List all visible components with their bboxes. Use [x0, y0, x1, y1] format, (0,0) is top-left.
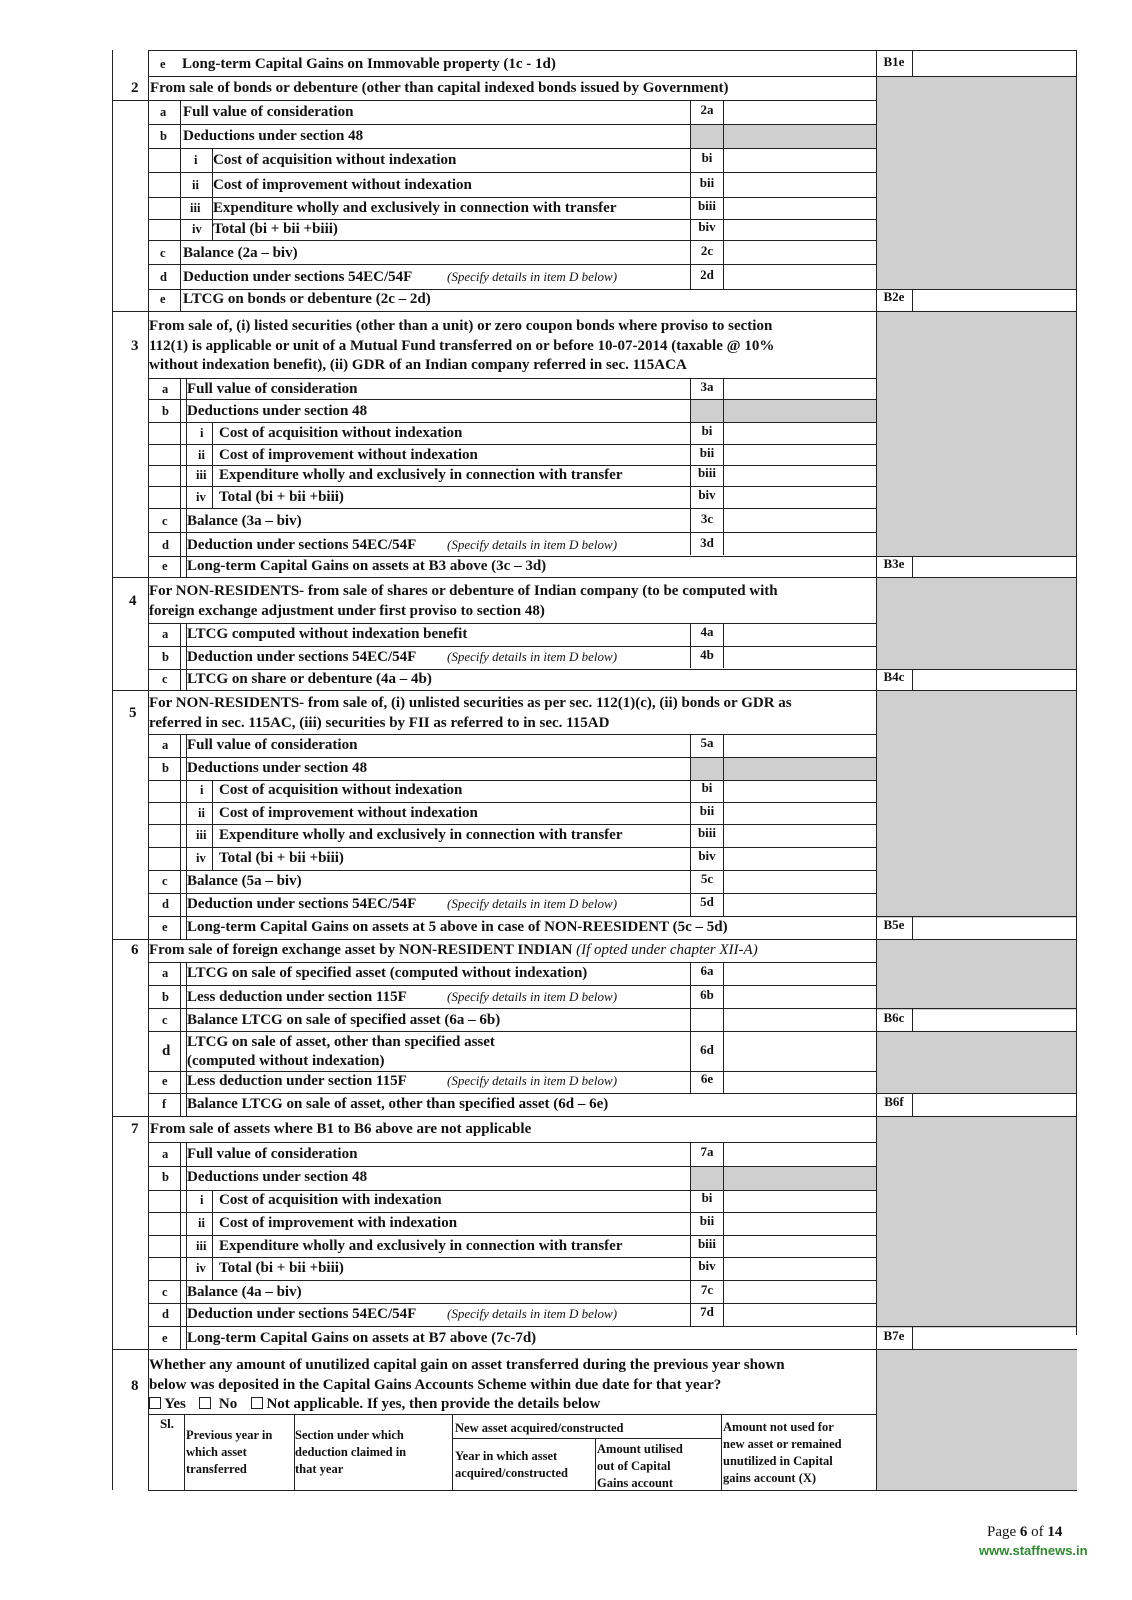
- amount-field[interactable]: [724, 1282, 875, 1302]
- row-code: 3c: [700, 511, 714, 526]
- section-3-line-1: From sale of, (i) listed securities (other than a unit) or zero coupon bonds where proviso to section: [149, 318, 773, 334]
- row-label: Cost of improvement with indexation: [219, 1215, 458, 1231]
- row-letter: e: [162, 1331, 168, 1345]
- grid-line: [180, 962, 181, 1116]
- row-result-code: B6f: [884, 1094, 904, 1109]
- row-label: Deduction under sections 54EC/54F: [187, 649, 417, 665]
- amount-field[interactable]: [724, 825, 875, 845]
- row-letter: a: [160, 105, 167, 119]
- row-sub-letter: iv: [196, 1261, 206, 1275]
- grid-line: [148, 172, 876, 173]
- row-sub-letter: iii: [196, 1239, 207, 1253]
- col-section-2: deduction claimed in: [295, 1445, 407, 1459]
- grid-line: [148, 1490, 876, 1491]
- row-letter: b: [160, 129, 167, 143]
- grid-line: [148, 1349, 876, 1350]
- row-6d-code: 6d: [700, 1042, 714, 1057]
- grid-line: [212, 1190, 213, 1280]
- row-label: Full value of consideration: [187, 1146, 358, 1162]
- grid-line: [180, 734, 181, 939]
- amount-field[interactable]: [724, 423, 875, 443]
- col-section-1: Section under which: [295, 1428, 404, 1442]
- row-sub-letter: i: [200, 1193, 204, 1207]
- row-label: Expenditure wholly and exclusively in connection with transfer: [219, 827, 623, 843]
- grid-line: [148, 508, 876, 509]
- amount-field[interactable]: [724, 1213, 875, 1233]
- amount-field[interactable]: [724, 219, 875, 239]
- row-sub-letter: ii: [198, 1216, 205, 1230]
- row-code: biii: [697, 465, 717, 480]
- amount-field[interactable]: [913, 1094, 1075, 1114]
- row-letter: b: [162, 404, 169, 418]
- row-code: biv: [698, 487, 716, 502]
- row-letter: b: [162, 650, 169, 664]
- col-amt-not-3: unutilized in Capital: [723, 1454, 833, 1468]
- shaded-cell: [690, 1166, 876, 1190]
- amount-field[interactable]: [724, 735, 875, 755]
- row-letter: e: [162, 559, 168, 573]
- yes-label: Yes: [164, 1396, 186, 1412]
- row-code: biii: [697, 198, 717, 213]
- row-label: LTCG on share or debenture (4a – 4b): [187, 671, 432, 687]
- row-letter: c: [162, 672, 168, 686]
- grid-line: [180, 100, 181, 311]
- shaded-cell: [690, 124, 876, 148]
- row-letter: a: [162, 1147, 169, 1161]
- grid-line: [452, 1414, 453, 1490]
- row-sub-letter: i: [194, 153, 198, 167]
- row-letter: b: [162, 990, 169, 1004]
- grid-line: [112, 50, 113, 1490]
- grid-line: [876, 50, 1077, 51]
- section-6-note: (If opted under chapter XII-A): [576, 942, 758, 958]
- grid-line: [212, 422, 213, 508]
- row-label: Full value of consideration: [187, 737, 358, 753]
- section-8-options: [149, 1395, 600, 1413]
- amount-field[interactable]: [724, 1144, 875, 1164]
- yes-checkbox[interactable]: [149, 1397, 161, 1409]
- col-section-3: that year: [295, 1462, 344, 1476]
- row-letter: d: [162, 538, 169, 552]
- grid-line: [112, 1116, 148, 1117]
- section-5-line-1: For NON-RESIDENTS- from sale of, (i) unlisted securities as per sec. 112(1)(c), (ii) bonds or GDR as: [149, 695, 792, 711]
- row-label: Balance (5a – biv): [187, 873, 302, 889]
- row-note: (Specify details in item D below): [447, 269, 618, 284]
- amount-field[interactable]: [724, 198, 875, 218]
- grid-line: [148, 532, 876, 533]
- row-letter: d: [162, 897, 169, 911]
- shaded-cell: [876, 939, 1077, 1010]
- row-6d-line-2: (computed without indexation): [187, 1053, 385, 1069]
- section-4-number: 4: [129, 593, 137, 609]
- amount-field[interactable]: [724, 175, 875, 195]
- grid-line: [148, 1116, 876, 1117]
- row-note: (Specify details in item D below): [447, 1306, 618, 1321]
- row-code: 3a: [700, 379, 714, 394]
- row-letter: c: [160, 246, 166, 260]
- amount-field[interactable]: [913, 289, 1075, 309]
- na-checkbox[interactable]: [251, 1397, 263, 1409]
- row-label: Less deduction under section 115F: [187, 989, 407, 1005]
- row-code: bii: [699, 1213, 715, 1228]
- row-sub-letter: iv: [196, 851, 206, 865]
- row-letter: a: [162, 966, 169, 980]
- row-result-code: B5e: [883, 917, 905, 932]
- row-code: 6a: [700, 963, 714, 978]
- row-result-code: B1e: [883, 54, 905, 69]
- grid-line: [112, 100, 148, 101]
- col-prev-3: transferred: [186, 1462, 247, 1476]
- row-sub-letter: iii: [196, 468, 207, 482]
- row-6d-line-1: LTCG on sale of asset, other than specified asset: [187, 1034, 495, 1050]
- row-label: Total (bi + bii +biii): [219, 489, 344, 505]
- row-letter: d: [162, 1307, 169, 1321]
- row-label: Cost of acquisition without indexation: [213, 152, 457, 168]
- section-5-line-2: referred in sec. 115AC, (iii) securities by FII as referred to in sec. 115AD: [149, 715, 610, 731]
- grid-line: [876, 311, 1077, 312]
- amount-field[interactable]: [724, 487, 875, 507]
- row-letter: e: [162, 920, 168, 934]
- grid-line: [876, 1031, 1077, 1032]
- amount-field[interactable]: [724, 1236, 875, 1256]
- row-code: bii: [699, 803, 715, 818]
- section-5-number: 5: [129, 705, 137, 721]
- row-label: Cost of improvement without indexation: [219, 447, 478, 463]
- grid-line: [180, 1142, 181, 1349]
- col-prev-2: which asset: [186, 1445, 247, 1459]
- amount-field[interactable]: [913, 1328, 1075, 1348]
- col-amt-used-3: Gains account: [597, 1476, 674, 1490]
- row-label: Cost of improvement without indexation: [219, 805, 478, 821]
- amount-field[interactable]: [913, 917, 1075, 937]
- amount-field[interactable]: [724, 267, 875, 287]
- row-label: Deductions under section 48: [187, 1169, 368, 1185]
- row-label: Balance LTCG on sale of specified asset (6a – 6b): [187, 1012, 501, 1028]
- row-letter: b: [162, 761, 169, 775]
- grid-line: [876, 76, 1077, 77]
- shaded-cell: [876, 690, 1077, 918]
- row-label: Balance LTCG on sale of asset, other than specified asset (6d – 6e): [187, 1096, 609, 1112]
- row-code: bi: [701, 1190, 713, 1205]
- amount-field[interactable]: [913, 669, 1075, 689]
- row-letter: d: [160, 270, 167, 284]
- grid-line: [148, 399, 876, 400]
- grid-line: [876, 50, 877, 1490]
- grid-line: [148, 690, 876, 691]
- row-label: From sale of assets where B1 to B6 above are not applicable: [150, 1121, 532, 1137]
- row-result-code: B7e: [883, 1328, 905, 1343]
- shaded-cell: [690, 757, 876, 780]
- grid-line: [148, 240, 876, 241]
- shaded-cell: [876, 311, 1077, 556]
- section-8-line-1: Whether any amount of unutilized capital gain on asset transferred during the previous year shown: [149, 1357, 785, 1373]
- row-6d-letter: d: [162, 1043, 171, 1059]
- site-watermark: www.staffnews.in: [979, 1543, 1088, 1558]
- grid-line: [876, 690, 1077, 691]
- shaded-cell: [690, 399, 876, 422]
- row-label: Expenditure wholly and exclusively in connection with transfer: [219, 467, 623, 483]
- amount-field[interactable]: [724, 150, 875, 170]
- grid-line: [212, 780, 213, 870]
- grid-line: [148, 577, 876, 578]
- row-label: Long-term Capital Gains on assets at B7 above (7c-7d): [187, 1330, 537, 1346]
- grid-line: [690, 100, 691, 289]
- grid-line: [112, 690, 148, 691]
- grid-line: [180, 378, 181, 577]
- row-label: Full value of consideration: [183, 104, 354, 120]
- row-code: bi: [701, 423, 713, 438]
- row-letter: e: [160, 292, 166, 306]
- amount-field[interactable]: [724, 1304, 875, 1324]
- section-6-number: 6: [131, 942, 139, 958]
- row-code: 3d: [700, 535, 714, 550]
- amount-field[interactable]: [724, 803, 875, 823]
- row-code: 2d: [700, 267, 714, 282]
- row-result-code: B4c: [883, 669, 905, 684]
- row-note: (Specify details in item D below): [447, 649, 618, 664]
- grid-line: [148, 76, 876, 77]
- amount-field[interactable]: [724, 511, 875, 531]
- row-sub-letter: iv: [192, 222, 202, 236]
- row-label: Balance (2a – biv): [183, 245, 298, 261]
- row-sub-letter: i: [200, 783, 204, 797]
- grid-line: [180, 623, 181, 690]
- row-letter: a: [162, 738, 169, 752]
- shaded-cell: [876, 76, 1077, 290]
- row-code: biii: [697, 825, 717, 840]
- grid-line: [1076, 50, 1077, 1335]
- amount-field[interactable]: [724, 535, 875, 555]
- grid-line: [876, 1349, 1077, 1350]
- grid-line: [112, 939, 148, 940]
- section-8-line-2: below was deposited in the Capital Gains Accounts Scheme within due date for that year?: [149, 1377, 722, 1393]
- row-note: (Specify details in item D below): [447, 1073, 618, 1088]
- row-sub-letter: iii: [190, 201, 201, 215]
- row-code: 4b: [700, 647, 714, 662]
- amount-field[interactable]: [724, 647, 875, 667]
- row-sub-letter: iii: [196, 828, 207, 842]
- row-code: biv: [698, 848, 716, 863]
- row-label: Less deduction under section 115F: [187, 1073, 407, 1089]
- row-code: 6e: [700, 1071, 714, 1086]
- row-label: Balance (3a – biv): [187, 513, 302, 529]
- row-label: Full value of consideration: [187, 381, 358, 397]
- shaded-cell: [876, 1031, 1077, 1094]
- row-label: Long-term Capital Gains on assets at 5 above in case of NON-REESIDENT (5c – 5d): [187, 919, 728, 935]
- row-letter: f: [162, 1097, 167, 1111]
- grid-line: [148, 264, 876, 265]
- amount-field[interactable]: [913, 54, 1075, 74]
- row-letter: c: [162, 1285, 168, 1299]
- amount-field[interactable]: [724, 465, 875, 485]
- col-amt-used-2: out of Capital: [597, 1459, 671, 1473]
- row-letter: c: [162, 514, 168, 528]
- row-code: 4a: [700, 624, 714, 639]
- row-code: bi: [701, 150, 713, 165]
- grid-line: [148, 1008, 876, 1009]
- row-result-code: B2e: [883, 289, 905, 304]
- row-code: biv: [698, 1258, 716, 1273]
- row-label: LTCG on sale of specified asset (computed without indexation): [187, 965, 588, 981]
- row-label: Long-term Capital Gains on assets at B3 above (3c – 3d): [187, 558, 547, 574]
- row-letter: c: [162, 874, 168, 888]
- col-amt-not-2: new asset or remained: [723, 1437, 842, 1451]
- row-code: 2c: [700, 243, 714, 258]
- row-code: 6b: [700, 987, 714, 1002]
- row-sub-letter: iv: [196, 490, 206, 504]
- row-label: Expenditure wholly and exclusively in connection with transfer: [219, 1238, 623, 1254]
- row-code: 7d: [700, 1304, 714, 1319]
- row-label: From sale of bonds or debenture (other than capital indexed bonds issued by Government): [150, 80, 729, 96]
- amount-field[interactable]: [724, 243, 875, 263]
- amount-field[interactable]: [724, 379, 875, 399]
- row-code: bii: [699, 445, 715, 460]
- row-sub-letter: ii: [198, 806, 205, 820]
- section-8-number: 8: [131, 1378, 139, 1394]
- amount-field[interactable]: [724, 445, 875, 465]
- grid-line: [112, 1349, 148, 1350]
- row-label: Total (bi + bii +biii): [213, 221, 338, 237]
- row-code: bii: [699, 175, 715, 190]
- grid-line: [148, 1326, 876, 1327]
- grid-line: [148, 1414, 876, 1415]
- row-label: Total (bi + bii +biii): [219, 850, 344, 866]
- row-label: Deductions under section 48: [187, 760, 368, 776]
- row-letter: e: [160, 57, 166, 71]
- row-label: Balance (4a – biv): [187, 1284, 302, 1300]
- row-code: 5d: [700, 894, 714, 909]
- row-result-code: B6c: [883, 1010, 905, 1025]
- amount-field[interactable]: [724, 1071, 875, 1091]
- row-label: Deduction under sections 54EC/54F: [187, 1306, 417, 1322]
- row-label: Cost of acquisition with indexation: [219, 1192, 442, 1208]
- row-sub-letter: ii: [192, 178, 199, 192]
- row-label: Deduction under sections 54EC/54F: [187, 537, 417, 553]
- amount-field[interactable]: [724, 1190, 875, 1210]
- row-label: Deductions under section 48: [187, 403, 368, 419]
- amount-field[interactable]: [724, 1258, 875, 1278]
- amount-field[interactable]: [724, 871, 875, 891]
- grid-line: [112, 311, 148, 312]
- row-number: 2: [131, 80, 139, 96]
- grid-line: [876, 1490, 1077, 1491]
- section-6-title: From sale of foreign exchange asset by NON-RESIDENT INDIAN (If opted under chapter XII-A): [149, 942, 758, 958]
- row-sub-letter: ii: [198, 448, 205, 462]
- grid-line: [876, 577, 1077, 578]
- shaded-cell: [876, 1116, 1077, 1328]
- amount-field[interactable]: [724, 780, 875, 800]
- row-code: 2a: [700, 102, 714, 117]
- row-label: Deduction under sections 54EC/54F: [187, 896, 417, 912]
- amount-field[interactable]: [724, 102, 875, 122]
- col-sl: Sl.: [159, 1416, 175, 1431]
- no-label: No: [218, 1396, 238, 1412]
- col-year-2: acquired/constructed: [455, 1466, 568, 1480]
- amount-field[interactable]: [913, 556, 1075, 576]
- row-letter: a: [162, 627, 169, 641]
- shaded-cell: [876, 1349, 1077, 1490]
- row-label: Cost of acquisition without indexation: [219, 425, 463, 441]
- row-label: Cost of improvement without indexation: [213, 177, 472, 193]
- row-label: Expenditure wholly and exclusively in connection with transfer: [213, 200, 617, 216]
- col-amt-not-4: gains account (X): [723, 1471, 817, 1485]
- na-label: Not applicable. If yes, then provide the details below: [266, 1396, 601, 1412]
- amount-field[interactable]: [913, 1010, 1075, 1030]
- row-label: Total (bi + bii +biii): [219, 1260, 344, 1276]
- amount-field[interactable]: [724, 963, 875, 983]
- row-result-code: B3e: [883, 556, 905, 571]
- row-note: (Specify details in item D below): [447, 989, 618, 1004]
- page-number: Page 6 of 14: [987, 1524, 1063, 1540]
- row-code: biii: [697, 1236, 717, 1251]
- row-label: Cost of acquisition without indexation: [219, 782, 463, 798]
- no-checkbox[interactable]: [199, 1397, 211, 1409]
- section-4-line-2: foreign exchange adjustment under first proviso to section 48): [149, 603, 545, 619]
- row-letter: a: [162, 382, 169, 396]
- col-amt-used-1: Amount utilised: [597, 1442, 683, 1456]
- row-number: 7: [131, 1121, 139, 1137]
- col-new-asset: New asset acquired/constructed: [455, 1421, 624, 1435]
- grid-line: [876, 1116, 1077, 1117]
- section-3-line-2: 112(1) is applicable or unit of a Mutual Fund transferred on or before 10-07-2014 (taxable @ 10%: [149, 338, 775, 354]
- grid-line: [876, 939, 1077, 940]
- grid-line: [112, 577, 148, 578]
- amount-field[interactable]: [724, 894, 875, 914]
- grid-line: [148, 124, 876, 125]
- grid-line: [690, 1142, 691, 1327]
- row-code: 7a: [700, 1144, 714, 1159]
- row-code: 5a: [700, 735, 714, 750]
- row-label: Deductions under section 48: [183, 128, 364, 144]
- section-3-line-3: without indexation benefit), (ii) GDR of an Indian company referred in sec. 115ACA: [149, 357, 687, 373]
- grid-line: [148, 50, 149, 1490]
- amount-field[interactable]: [724, 848, 875, 868]
- amount-field[interactable]: [724, 624, 875, 644]
- row-note: (Specify details in item D below): [447, 896, 618, 911]
- row-label: LTCG computed without indexation benefit: [187, 626, 468, 642]
- section-4-line-1: For NON-RESIDENTS- from sale of shares or debenture of Indian company (to be computed with: [149, 583, 778, 599]
- section-3-number: 3: [131, 338, 139, 354]
- row-code: 7c: [700, 1282, 714, 1297]
- row-code: biv: [698, 219, 716, 234]
- grid-line: [148, 311, 876, 312]
- amount-field[interactable]: [724, 987, 875, 1007]
- row-sub-letter: i: [200, 426, 204, 440]
- row-letter: e: [162, 1074, 168, 1088]
- col-amt-not-1: Amount not used for: [723, 1420, 834, 1434]
- row-note: (Specify details in item D below): [447, 537, 618, 552]
- row-label: Long-term Capital Gains on Immovable property (1c - 1d): [182, 56, 556, 72]
- row-letter: b: [162, 1170, 169, 1184]
- shaded-cell: [876, 577, 1077, 670]
- col-prev-1: Previous year in: [186, 1428, 273, 1442]
- row-label: LTCG on bonds or debenture (2c – 2d): [183, 291, 431, 307]
- row-code: 5c: [700, 871, 714, 886]
- row-code: bi: [701, 780, 713, 795]
- row-label: Deduction under sections 54EC/54F: [183, 269, 413, 285]
- col-year-1: Year in which asset: [455, 1449, 558, 1463]
- row-letter: c: [162, 1013, 168, 1027]
